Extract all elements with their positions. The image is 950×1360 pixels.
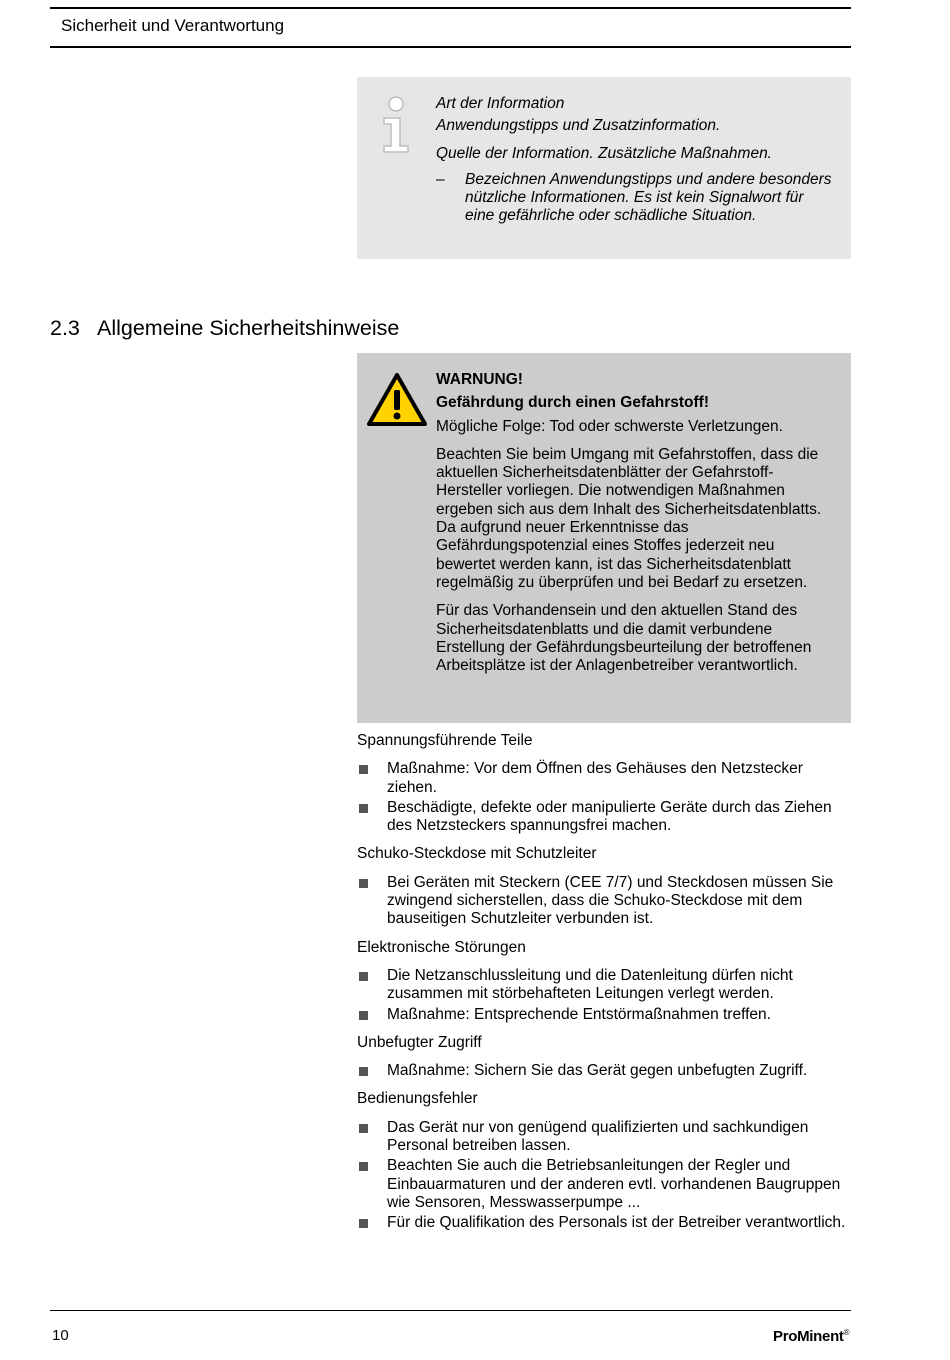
list-item-text: Das Gerät nur von genügend qualifizierten und sachkundigen Personal betreiben lassen. bbox=[387, 1118, 809, 1155]
info-title: Art der Information bbox=[436, 95, 565, 112]
list-item-text: Die Netzanschlussleitung und die Datenleitung dürfen nicht zusammen mit störbehafteten Leitungen verlegt werden. bbox=[387, 966, 793, 1003]
warning-box bbox=[357, 353, 851, 723]
info-icon bbox=[380, 96, 412, 154]
dash-marker: – bbox=[436, 171, 445, 188]
list-item-text: Maßnahme: Vor dem Öffnen des Gehäuses den Netzstecker ziehen. bbox=[387, 760, 803, 796]
square-bullet-icon bbox=[359, 804, 368, 813]
group-heading: Schuko-Steckdose mit Schutzleiter bbox=[357, 845, 597, 863]
logo-text: ProMinent bbox=[773, 1328, 844, 1345]
page-number: 10 bbox=[52, 1327, 69, 1344]
list-item bbox=[357, 967, 851, 1004]
header-rule-bottom bbox=[50, 46, 851, 48]
prominent-logo bbox=[773, 1328, 849, 1345]
section-heading bbox=[50, 316, 399, 341]
group-heading: Elektronische Störungen bbox=[357, 938, 526, 956]
bullet-list bbox=[357, 874, 851, 929]
list-item-text: Maßnahme: Entsprechende Entstörmaßnahmen treffen. bbox=[387, 1005, 771, 1023]
info-box bbox=[357, 77, 851, 259]
list-item bbox=[357, 1157, 851, 1212]
square-bullet-icon bbox=[359, 972, 368, 981]
info-dash-text: Bezeichnen Anwendungstipps und andere besonders nützliche Informationen. Es ist kein Signalwort für eine gefährliche oder schädliche Situation. bbox=[465, 171, 832, 224]
list-item bbox=[357, 1006, 851, 1024]
footer-rule bbox=[50, 1310, 851, 1311]
square-bullet-icon bbox=[359, 1067, 368, 1076]
info-dash-item bbox=[436, 171, 836, 225]
list-item-text: Bei Geräten mit Steckern (CEE 7/7) und Steckdosen müssen Sie zwingend sicherstellen, dass die Schuko-Steckdose mit dem bauseitigen Schutzleiter verbunden ist. bbox=[387, 873, 834, 928]
list-item bbox=[357, 1062, 851, 1080]
warning-paragraph-2: Für das Vorhandensein und den aktuellen Stand des Sicherheitsdatenblatts und die damit verbundene Erstellung der Gefährdungsbeurteilung der betroffenen Arbeitsplätze ist der Anlagenbetreiber verantwortlich. bbox=[436, 602, 812, 675]
warning-triangle-icon bbox=[366, 372, 428, 428]
registered-mark: ® bbox=[843, 1328, 850, 1337]
group-heading: Spannungsführende Teile bbox=[357, 732, 533, 749]
info-line-1: Anwendungstipps und Zusatzinformation. bbox=[436, 117, 721, 134]
bullet-list bbox=[357, 760, 851, 835]
warning-hazard: Gefährdung durch einen Gefahrstoff! bbox=[436, 394, 709, 412]
square-bullet-icon bbox=[359, 879, 368, 888]
bullet-list bbox=[357, 1062, 851, 1080]
header-rule-top bbox=[50, 7, 851, 9]
list-item-text: Für die Qualifikation des Personals ist der Betreiber verantwortlich. bbox=[387, 1214, 846, 1232]
bullet-list bbox=[357, 1119, 851, 1233]
section-title: Allgemeine Sicherheitshinweise bbox=[97, 316, 400, 340]
square-bullet-icon bbox=[359, 1162, 368, 1171]
square-bullet-icon bbox=[359, 765, 368, 774]
square-bullet-icon bbox=[359, 1011, 368, 1020]
section-number: 2.3 bbox=[50, 316, 80, 340]
square-bullet-icon bbox=[359, 1219, 368, 1228]
list-item bbox=[357, 1214, 851, 1232]
list-item-text: Beachten Sie auch die Betriebsanleitungen der Regler und Einbauarmaturen und der anderen evtl. vorhandenen Baugruppen wie Sensoren, Messwasserpumpe ... bbox=[387, 1157, 841, 1211]
list-item-text: Beschädigte, defekte oder manipulierte Geräte durch das Ziehen des Netzsteckers spannungsfrei machen. bbox=[387, 798, 832, 835]
square-bullet-icon bbox=[359, 1124, 368, 1133]
page-header-title: Sicherheit und Verantwortung bbox=[61, 16, 285, 35]
group-heading: Bedienungsfehler bbox=[357, 1090, 478, 1108]
list-item bbox=[357, 760, 851, 797]
safety-content bbox=[357, 732, 851, 1243]
warning-consequence: Mögliche Folge: Tod oder schwerste Verletzungen. bbox=[436, 417, 783, 435]
group-heading: Unbefugter Zugriff bbox=[357, 1033, 482, 1051]
list-item bbox=[357, 874, 851, 929]
list-item bbox=[357, 1119, 851, 1156]
info-line-2: Quelle der Information. Zusätzliche Maßnahmen. bbox=[436, 145, 772, 162]
list-item bbox=[357, 799, 851, 836]
bullet-list bbox=[357, 967, 851, 1024]
list-item-text: Maßnahme: Sichern Sie das Gerät gegen unbefugten Zugriff. bbox=[387, 1062, 808, 1080]
warning-signal: WARNUNG! bbox=[436, 371, 523, 388]
warning-paragraph-1: Beachten Sie beim Umgang mit Gefahrstoffen, dass die aktuellen Sicherheitsdatenblätter der Gefahrstoff-Hersteller vorliegen. Die notwendigen Maßnahmen ergeben sich aus dem Inhalt des Sicherheitsdatenblatts. Da aufgrund neuer Erkenntnisse das Gefährdungspotenzial eines Stoffes jederzeit neu bewertet werden kann, ist das Sicherheitsdatenblatt regelmäßig zu überprüfen und bei Bedarf zu ersetzen. bbox=[436, 445, 822, 591]
